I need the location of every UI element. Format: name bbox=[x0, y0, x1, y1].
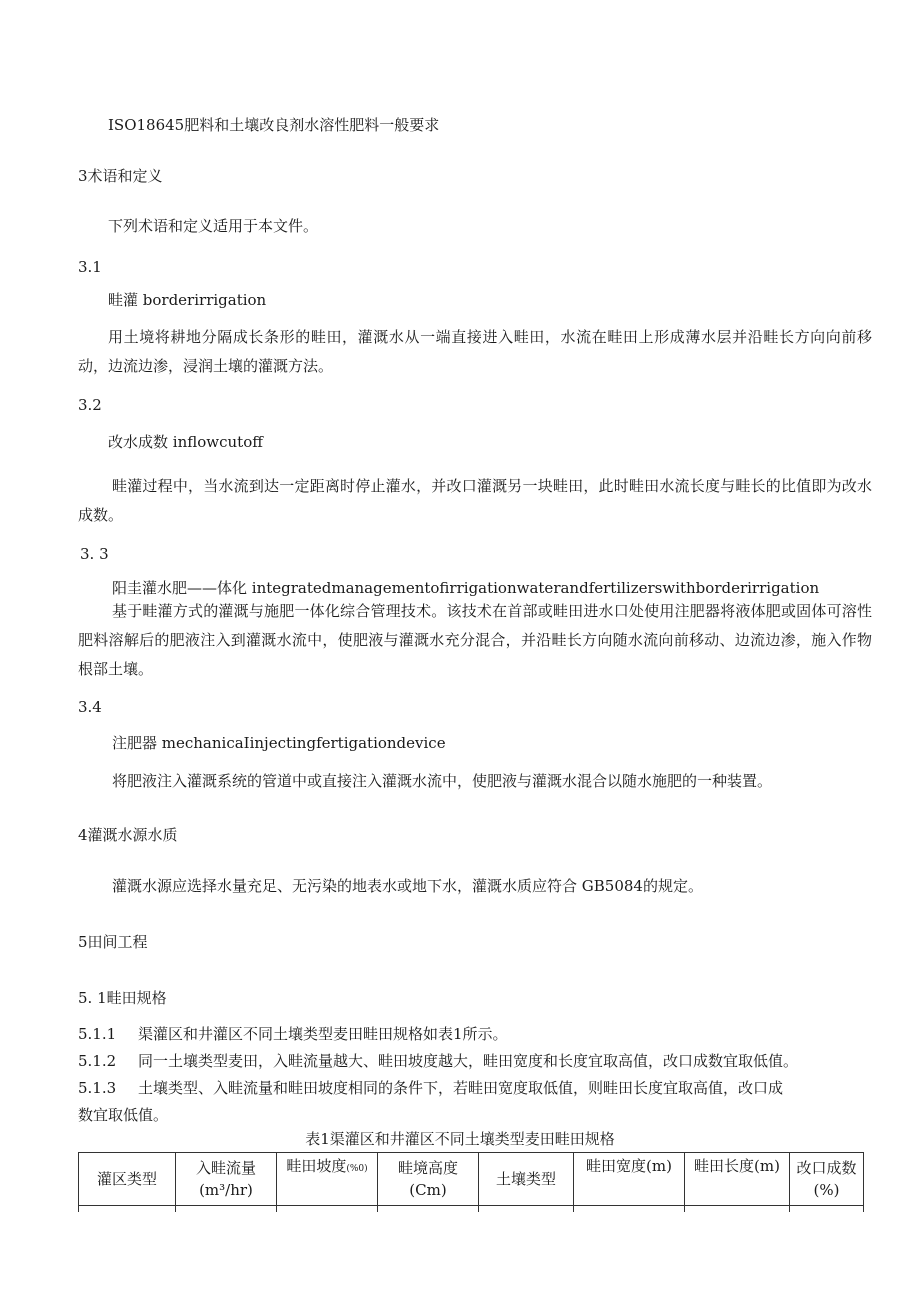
header-cutoff-ratio bbox=[790, 1153, 864, 1206]
clause-3-2-number: 3.2 bbox=[78, 396, 102, 414]
clause-3-3-term: 阳圭灌水肥——体化 integratedmanagementofirrigationwaterandfertilizerswithborderirrigation bbox=[112, 579, 820, 597]
clause-5-1-3-text-cont: 数宜取低值。 bbox=[78, 1106, 169, 1124]
header-border-slope bbox=[277, 1153, 378, 1206]
header-text: 畦田宽度(m) bbox=[586, 1157, 672, 1175]
header-text: 灌区类型 bbox=[96, 1170, 157, 1188]
header-soil-type bbox=[479, 1153, 574, 1206]
section-4-heading: 4灌溉水源水质 bbox=[78, 826, 178, 844]
clause-3-1-number: 3.1 bbox=[78, 258, 102, 276]
header-text: 畦境高度 bbox=[397, 1159, 458, 1177]
border-spec-table bbox=[78, 1152, 864, 1212]
header-unit: (m³/hr) bbox=[199, 1181, 253, 1199]
section-5-heading: 5田间工程 bbox=[78, 933, 148, 951]
clause-5-1-1-text: 渠灌区和井灌区不同土壤类型麦田畦田规格如表1所示。 bbox=[138, 1025, 508, 1043]
table-cell bbox=[479, 1206, 574, 1213]
table-cell bbox=[685, 1206, 790, 1213]
section-3-intro: 下列术语和定义适用于本文件。 bbox=[108, 217, 319, 235]
header-text: 入畦流量 bbox=[195, 1159, 256, 1177]
clause-5-1-2-number: 5.1.2 bbox=[78, 1052, 117, 1070]
header-unit: (Cm) bbox=[409, 1181, 447, 1199]
clause-3-4-term: 注肥器 mechanicaIinjectingfertigationdevice bbox=[112, 734, 446, 752]
clause-5-1-1-number: 5.1.1 bbox=[78, 1025, 117, 1043]
clause-3-2-term: 改水成数 inflowcutoff bbox=[108, 433, 263, 451]
table-row bbox=[79, 1206, 864, 1213]
table-cell bbox=[176, 1206, 277, 1213]
clause-3-2-definition: 畦灌过程中，当水流到达一定距离时停止灌水，并改口灌溉另一块畦田，此时畦田水流长度与畦长的比值即为改水成数。 bbox=[78, 477, 872, 524]
header-border-height bbox=[378, 1153, 479, 1206]
header-border-width bbox=[574, 1153, 685, 1206]
clause-3-4-number: 3.4 bbox=[78, 698, 102, 716]
table-cell bbox=[79, 1206, 176, 1213]
reference-iso: ISO18645肥料和土壤改良剂水溶性肥料一般要求 bbox=[108, 116, 440, 134]
clause-3-1-term: 畦灌 borderirrigation bbox=[108, 291, 267, 309]
table-1-caption: 表1渠灌区和井灌区不同土壤类型麦田畦田规格 bbox=[305, 1130, 615, 1148]
header-text: 土壤类型 bbox=[495, 1170, 556, 1188]
table-header-row bbox=[79, 1153, 864, 1206]
clause-3-4-definition: 将肥液注入灌溉系统的管道中或直接注入灌溉水流中，使肥液与灌溉水混合以随水施肥的一种装置。 bbox=[112, 772, 773, 790]
clause-3-3-definition: 基于畦灌方式的灌溉与施肥一体化综合管理技术。该技术在首部或畦田进水口处使用注肥器将液体肥或固体可溶性肥料溶解后的肥液注入到灌溉水流中，使肥液与灌溉水充分混合，并沿畦长方向随水流向前移动、边流边渗，施入作物根部土壤。 bbox=[78, 602, 872, 678]
section-4-paragraph: 灌溉水源应选择水量充足、无污染的地表水或地下水，灌溉水质应符合 GB5084的规定。 bbox=[112, 877, 703, 895]
section-3-heading: 3术语和定义 bbox=[78, 167, 163, 185]
header-text: 畦田长度(m) bbox=[694, 1157, 780, 1175]
table-cell bbox=[574, 1206, 685, 1213]
header-text: 畦田坡度 bbox=[286, 1157, 347, 1175]
header-border-length bbox=[685, 1153, 790, 1206]
header-unit: (%) bbox=[813, 1181, 840, 1199]
clause-3-3-number: 3. 3 bbox=[80, 545, 109, 563]
header-text: 改口成数 bbox=[796, 1159, 857, 1177]
table-cell bbox=[378, 1206, 479, 1213]
header-unit: (%0) bbox=[346, 1164, 368, 1174]
clause-5-1-3-number: 5.1.3 bbox=[78, 1079, 117, 1097]
table-cell bbox=[790, 1206, 864, 1213]
section-5-1-heading: 5. 1畦田规格 bbox=[78, 989, 167, 1007]
header-inflow-rate bbox=[176, 1153, 277, 1206]
header-irrigation-district-type bbox=[79, 1153, 176, 1206]
table-cell bbox=[277, 1206, 378, 1213]
clause-5-1-2-text: 同一土壤类型麦田，入畦流量越大、畦田坡度越大，畦田宽度和长度宜取高值，改口成数宜取低值。 bbox=[138, 1052, 799, 1070]
clause-5-1-3-text: 土壤类型、入畦流量和畦田坡度相同的条件下，若畦田宽度取低值，则畦田长度宜取高值，改口成 bbox=[138, 1079, 784, 1097]
clause-3-1-definition: 用土境将耕地分隔成长条形的畦田，灌溉水从一端直接进入畦田，水流在畦田上形成薄水层并沿畦长方向向前移动，边流边渗，浸润土壤的灌溉方法。 bbox=[78, 328, 872, 375]
